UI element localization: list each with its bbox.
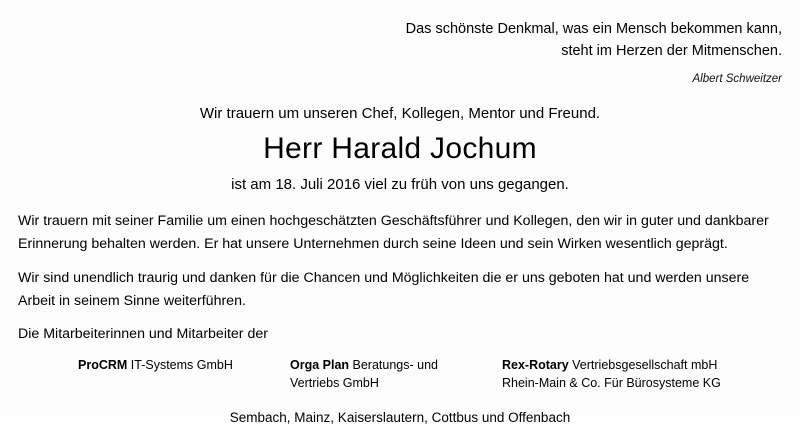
company-1-rest: IT-Systems GmbH xyxy=(127,357,233,372)
company-3-sub: Rhein-Main & Co. Für Bürosysteme KG xyxy=(502,375,721,390)
company-2 xyxy=(290,356,490,392)
epigraph-author: Albert Schweitzer xyxy=(692,72,782,85)
body-paragraph-1: Wir trauern mit seiner Familie um einen hochgeschätzten Geschäftsführer und Kollegen, den wir in guter und dankbarer Erinnerung behalten werden. Er hat unsere Unternehmen durch seine Ideen und sein Wirken wesentlich geprägt. xyxy=(18,212,769,252)
company-3 xyxy=(502,356,732,392)
company-1 xyxy=(78,356,278,392)
companies-row xyxy=(18,356,782,392)
deceased-name: Herr Harald Jochum xyxy=(263,131,537,165)
staff-line: Die Mitarbeiterinnen und Mitarbeiter der xyxy=(18,325,268,342)
epigraph-line-2: steht im Herzen der Mitmenschen. xyxy=(561,43,782,60)
intro-text: Wir trauern um unseren Chef, Kollegen, Mentor und Freund. xyxy=(199,104,601,122)
company-1-brand: ProCRM xyxy=(78,357,128,372)
epigraph-block xyxy=(18,0,782,89)
locations-line: Sembach, Mainz, Kaiserslautern, Cottbus und Offenbach xyxy=(229,410,571,425)
company-2-sub: Vertriebs GmbH xyxy=(290,375,379,390)
body-text xyxy=(18,210,782,313)
company-3-rest: Vertriebsgesellschaft mbH xyxy=(568,357,718,372)
company-2-rest: Beratungs- und xyxy=(349,357,438,372)
body-paragraph-2: Wir sind unendlich traurig und danken für die Chancen und Möglichkeiten die er uns geboten hat und werden unsere Arbeit in seinem Sinne weiterführen. xyxy=(18,269,750,309)
company-3-brand: Rex-Rotary xyxy=(502,357,569,372)
death-date-line: ist am 18. Juli 2016 viel zu früh von uns gegangen. xyxy=(231,175,569,193)
company-2-brand: Orga Plan xyxy=(290,357,350,372)
epigraph-line-1: Das schönste Denkmal, was ein Mensch bekommen kann, xyxy=(405,21,782,37)
